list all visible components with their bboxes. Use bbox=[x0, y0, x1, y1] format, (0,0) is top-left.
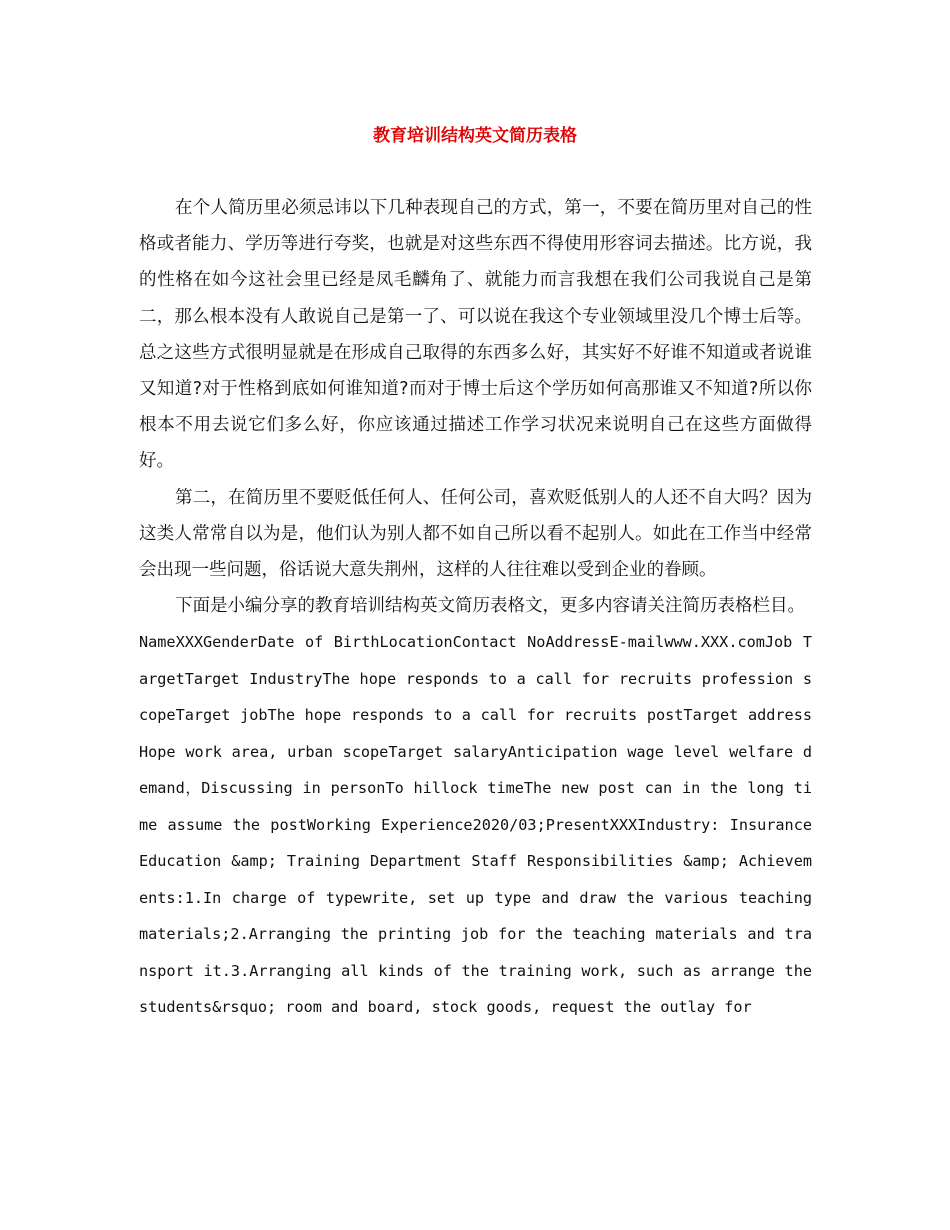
document-body bbox=[139, 190, 812, 1026]
paragraph-3: 下面是小编分享的教育培训结构英文简历表格文，更多内容请关注简历表格栏目。 bbox=[175, 596, 805, 617]
paragraph-1: 在个人简历里必须忌讳以下几种表现自己的方式，第一，不要在简历里对自己的性格或者能力、学历等进行夸奖，也就是对这些东西不得使用形容词去描述。比方说，我的性格在如今这社会里已经是凤毛麟角了、就能力而言我想在我们公司我说自己是第二，那么根本没有人敢说自己是第一了、可以说在我这个专业领域里没几个博士后等。总之这些方式很明显就是在形成自己取得的东西多么好，其实好不好谁不知道或者说谁又知道?对于性格到底如何谁知道?而对于博士后这个学历如何高那谁又不知道?所以你根本不用去说它们多么好，你应该通过描述工作学习状况来说明自己在这些方面做得好。 bbox=[139, 198, 812, 472]
resume-text: NameXXXGenderDate of BirthLocationContact NoAddressE-mailwww.XXX.comJob TargetTarget IndustryThe hope responds to a call for recruits profession scopeTarget jobThe hope responds to a call for recruits postTarget addressHope work area, urban scopeTarget salaryAnticipation wage level welfare demand，Discussing in personTo hillock timeThe new post can in the long time assume the postWorking Experience2020/03;PresentXXXIndustry: Insurance Education &amp; Training Department Staff Responsibilities &amp; Achievements:1.In charge of typewrite, set up type and draw the various teaching materials;2.Arranging the printing job for the teaching materials and transport it.3.Arranging all kinds of the training work, such as arrange the students&rsquo; room and board, stock goods, request the outlay for bbox=[139, 633, 812, 1017]
document-title: 教育培训结构英文简历表格 bbox=[373, 126, 577, 146]
paragraph-2: 第二，在简历里不要贬低任何人、任何公司，喜欢贬低别人的人还不自大吗？因为这类人常常自以为是，他们认为别人都不如自己所以看不起别人。如此在工作当中经常会出现一些问题，俗话说大意失荆州，这样的人往往难以受到企业的眷顾。 bbox=[139, 487, 812, 581]
